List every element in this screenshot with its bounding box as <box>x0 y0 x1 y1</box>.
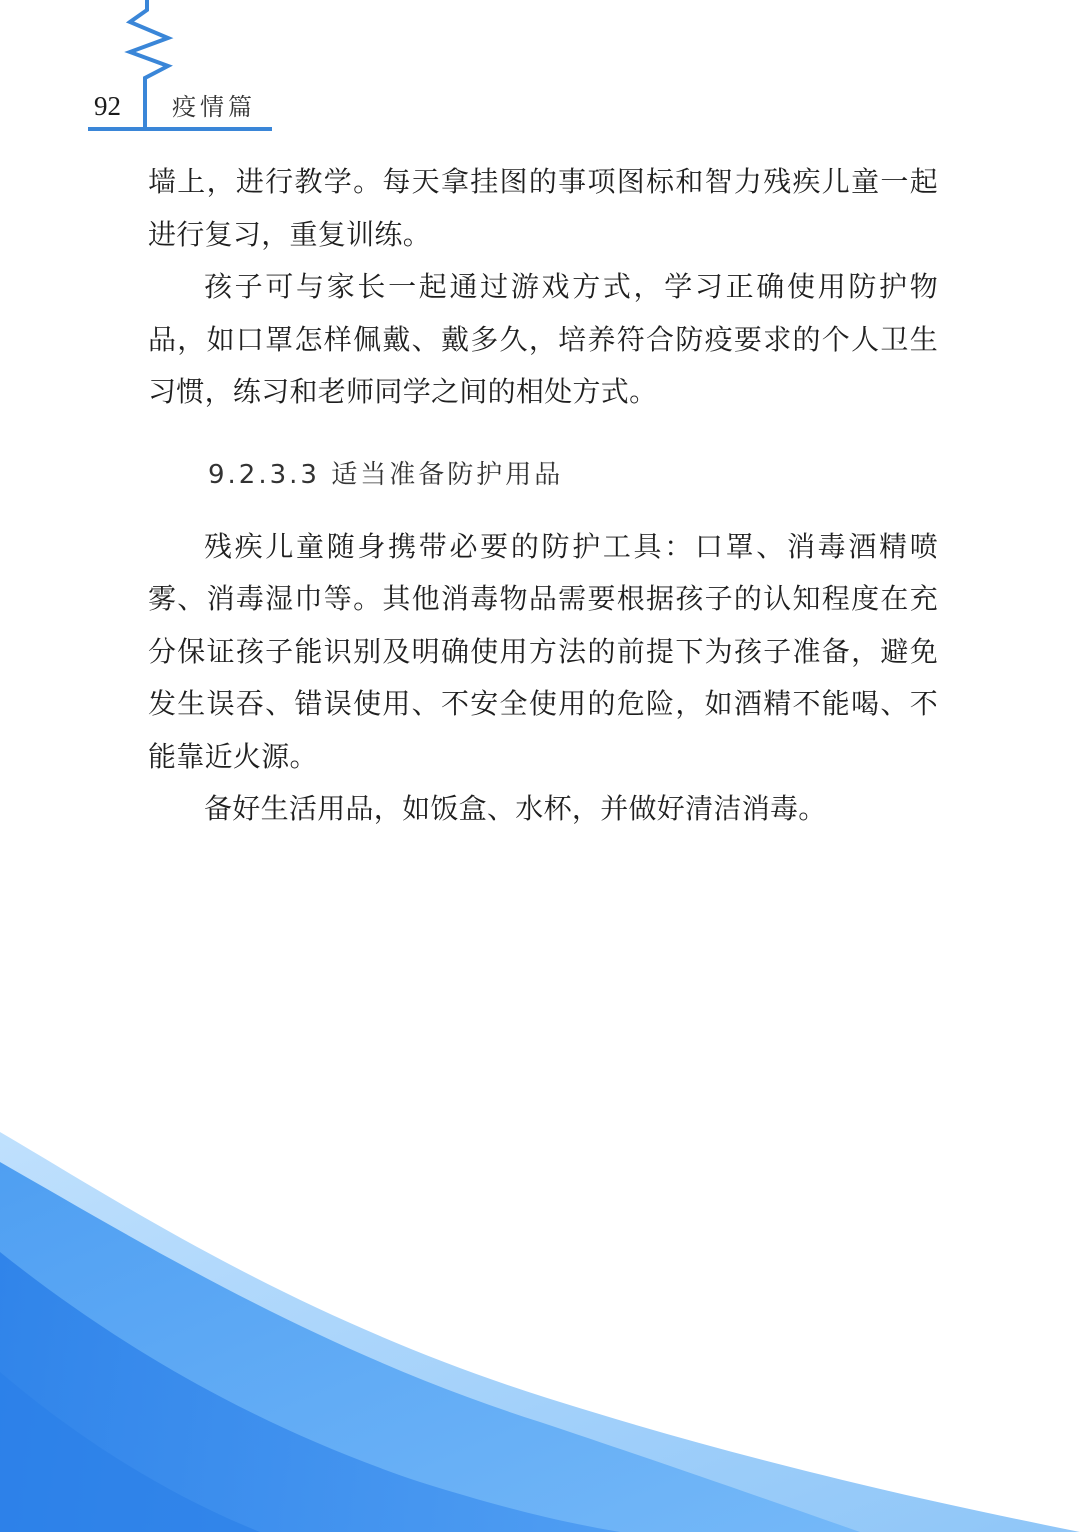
page-number: 92 <box>94 91 121 121</box>
paragraph-protective-tools: 残疾儿童随身携带必要的防护工具：口罩、消毒酒精喷雾、消毒湿巾等。其他消毒物品需要根据孩子的认知程度在充分保证孩子能识别及明确使用方法的前提下为孩子准备，避免发生误吞、错误使用、不安全使用的危险，如酒精不能喝、不能靠近火源。 <box>148 529 938 773</box>
zigzag-line <box>130 0 168 128</box>
footer-wave-decoration <box>0 1132 1080 1532</box>
paragraph-daily-items: 备好生活用品，如饭盒、水杯，并做好清洁消毒。 <box>204 792 827 825</box>
page-content <box>148 156 938 836</box>
section-heading: 9.2.3.3 适当准备防护用品 <box>208 459 564 490</box>
paragraph-continued: 墙上，进行教学。每天拿挂图的事项图标和智力残疾儿童一起进行复习，重复训练。 <box>148 165 938 251</box>
paragraph-games: 孩子可与家长一起通过游戏方式，学习正确使用防护物品，如口罩怎样佩戴、戴多久，培养符合防疫要求的个人卫生习惯，练习和老师同学之间的相处方式。 <box>148 270 938 408</box>
section-title: 疫情篇 <box>172 93 256 121</box>
